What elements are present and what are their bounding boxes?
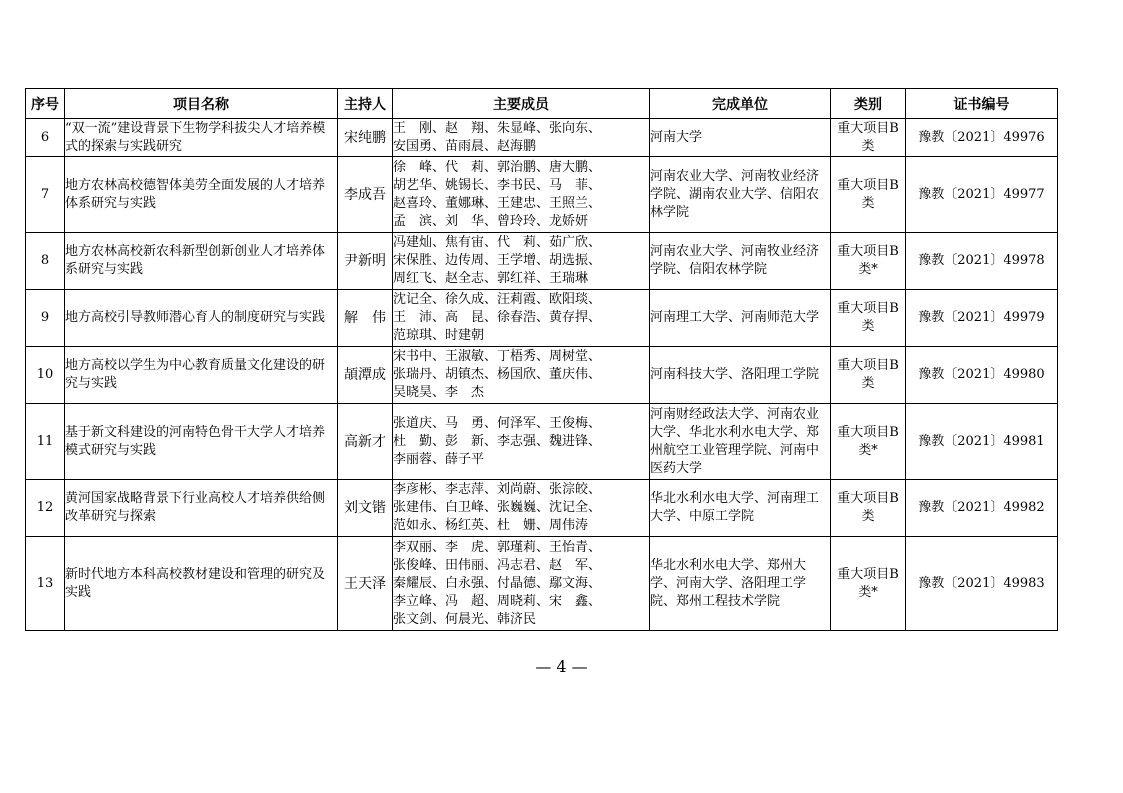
member-line: 秦耀辰、白永强、付晶德、鄢文海、 <box>393 575 602 591</box>
project-name: 地方农林高校新农科新型创新创业人才培养体系研究与实践 <box>65 233 338 290</box>
project-members <box>393 290 650 347</box>
member-line: 张俊峰、田伟丽、冯志君、赵 军、 <box>393 557 602 573</box>
member-line: 宋书中、王淑敏、丁梧秀、周树堂、 <box>393 349 602 364</box>
project-category: 重大项目B类 <box>831 480 906 537</box>
member-line: 沈记全、徐久成、汪莉霞、欧阳琰、 <box>393 292 602 307</box>
row-number: 7 <box>26 157 65 233</box>
project-category: 重大项目B类* <box>831 404 906 480</box>
project-name: 地方高校以学生为中心教育质量文化建设的研究与实践 <box>65 347 338 404</box>
row-number: 6 <box>26 119 65 157</box>
header-host: 主持人 <box>338 89 393 119</box>
member-line: 李立峰、冯 超、周晓莉、宋 鑫、 <box>393 593 602 609</box>
member-line: 孟 滨、刘 华、曾玲玲、龙娇妍 <box>393 213 589 229</box>
member-line: 范琼琪、时建朝 <box>393 328 485 343</box>
member-line: 王 刚、赵 翔、朱显峰、张向东、 <box>393 120 602 136</box>
completion-unit: 河南财经政法大学、河南农业大学、华北水利水电大学、郑州航空工业管理学院、河南中医药大学 <box>650 404 831 480</box>
project-members <box>393 480 650 537</box>
table-row <box>26 119 1058 157</box>
member-line: 吴晓昊、李 杰 <box>393 385 485 400</box>
member-line: 冯建灿、焦有宙、代 莉、茹广欣、 <box>393 235 602 250</box>
certificate-number: 豫教〔2021〕49979 <box>906 290 1058 347</box>
header-members: 主要成员 <box>393 89 650 119</box>
header-name: 项目名称 <box>65 89 338 119</box>
row-number: 8 <box>26 233 65 290</box>
certificate-number: 豫教〔2021〕49976 <box>906 119 1058 157</box>
table-header <box>26 89 1058 119</box>
row-number: 10 <box>26 347 65 404</box>
member-line: 徐 峰、代 莉、郭治鹏、唐大鹏、 <box>393 159 602 175</box>
certificate-number: 豫教〔2021〕49978 <box>906 233 1058 290</box>
project-name: 黄河国家战略背景下行业高校人才培养供给侧改革研究与探索 <box>65 480 338 537</box>
project-category: 重大项目B类 <box>831 119 906 157</box>
certificate-number: 豫教〔2021〕49981 <box>906 404 1058 480</box>
certificate-number: 豫教〔2021〕49982 <box>906 480 1058 537</box>
project-host: 刘文锴 <box>338 480 393 537</box>
project-category: 重大项目B类 <box>831 347 906 404</box>
member-line: 赵喜玲、董娜琳、王建忠、王照兰、 <box>393 195 602 211</box>
certificate-number: 豫教〔2021〕49980 <box>906 347 1058 404</box>
completion-unit: 河南大学 <box>650 119 831 157</box>
project-name: 新时代地方本科高校教材建设和管理的研究及实践 <box>65 537 338 631</box>
completion-unit: 华北水利水电大学、郑州大学、河南大学、洛阳理工学院、郑州工程技术学院 <box>650 537 831 631</box>
member-line: 李双丽、李 虎、郭瑾莉、王怡青、 <box>393 539 602 555</box>
project-members <box>393 404 650 480</box>
table-row <box>26 480 1058 537</box>
member-line: 王 沛、高 昆、徐春浩、黄存捍、 <box>393 310 602 325</box>
project-host: 李成吾 <box>338 157 393 233</box>
certificate-number: 豫教〔2021〕49983 <box>906 537 1058 631</box>
project-name: “双一流”建设背景下生物学科拔尖人才培养模式的探索与实践研究 <box>65 119 338 157</box>
table-body <box>26 119 1058 631</box>
project-category: 重大项目B类 <box>831 290 906 347</box>
member-line: 张瑞丹、胡镇杰、杨国欣、董庆伟、 <box>393 367 602 382</box>
project-members <box>393 537 650 631</box>
member-line: 张建伟、白卫峰、张巍巍、沈记全、 <box>393 500 602 515</box>
table-row <box>26 347 1058 404</box>
project-host: 宋纯鹏 <box>338 119 393 157</box>
completion-unit: 河南农业大学、河南牧业经济学院、湖南农业大学、信阳农林学院 <box>650 157 831 233</box>
project-members <box>393 347 650 404</box>
member-line: 宋保胜、边传周、王学增、胡选振、 <box>393 253 602 268</box>
row-number: 12 <box>26 480 65 537</box>
member-line: 张道庆、马 勇、何泽军、王俊梅、 <box>393 415 602 431</box>
page-number: — 4 — <box>535 657 588 676</box>
table-row <box>26 233 1058 290</box>
member-line: 范如永、杨红英、杜 姗、周伟涛 <box>393 518 589 533</box>
project-category: 重大项目B类* <box>831 233 906 290</box>
project-host: 王天泽 <box>338 537 393 631</box>
completion-unit: 河南理工大学、河南师范大学 <box>650 290 831 347</box>
project-host: 頡潭成 <box>338 347 393 404</box>
completion-unit: 河南农业大学、河南牧业经济学院、信阳农林学院 <box>650 233 831 290</box>
project-category: 重大项目B类 <box>831 157 906 233</box>
awards-table <box>25 88 1058 631</box>
certificate-number: 豫教〔2021〕49977 <box>906 157 1058 233</box>
header-row <box>26 89 1058 119</box>
table-row <box>26 537 1058 631</box>
completion-unit: 河南科技大学、洛阳理工学院 <box>650 347 831 404</box>
project-host: 解 伟 <box>338 290 393 347</box>
project-members <box>393 157 650 233</box>
project-members <box>393 233 650 290</box>
project-category: 重大项目B类* <box>831 537 906 631</box>
project-name: 地方农林高校德智体美劳全面发展的人才培养体系研究与实践 <box>65 157 338 233</box>
project-name: 基于新文科建设的河南特色骨干大学人才培养模式研究与实践 <box>65 404 338 480</box>
header-cert: 证书编号 <box>906 89 1058 119</box>
table-row <box>26 404 1058 480</box>
project-host: 高新才 <box>338 404 393 480</box>
member-line: 张文剑、何晨光、韩济民 <box>393 611 537 627</box>
completion-unit: 华北水利水电大学、河南理工大学、中原工学院 <box>650 480 831 537</box>
header-no: 序号 <box>26 89 65 119</box>
header-unit: 完成单位 <box>650 89 831 119</box>
member-line: 周红飞、赵全志、郭红祥、王瑞琳 <box>393 271 589 286</box>
header-category: 类别 <box>831 89 906 119</box>
member-line: 杜 勤、彭 新、李志强、魏进锋、 <box>393 433 602 449</box>
row-number: 9 <box>26 290 65 347</box>
member-line: 胡艺华、姚锡长、李书民、马 菲、 <box>393 177 602 193</box>
table-row <box>26 290 1058 347</box>
project-name: 地方高校引导教师潜心育人的制度研究与实践 <box>65 290 338 347</box>
row-number: 13 <box>26 537 65 631</box>
member-line: 安国勇、苗雨晨、赵海鹏 <box>393 138 537 154</box>
member-line: 李丽蓉、薛子平 <box>393 451 485 467</box>
row-number: 11 <box>26 404 65 480</box>
table-row <box>26 157 1058 233</box>
project-members <box>393 119 650 157</box>
member-line: 李彦彬、李志萍、刘尚蔚、张淙皎、 <box>393 482 602 497</box>
project-host: 尹新明 <box>338 233 393 290</box>
